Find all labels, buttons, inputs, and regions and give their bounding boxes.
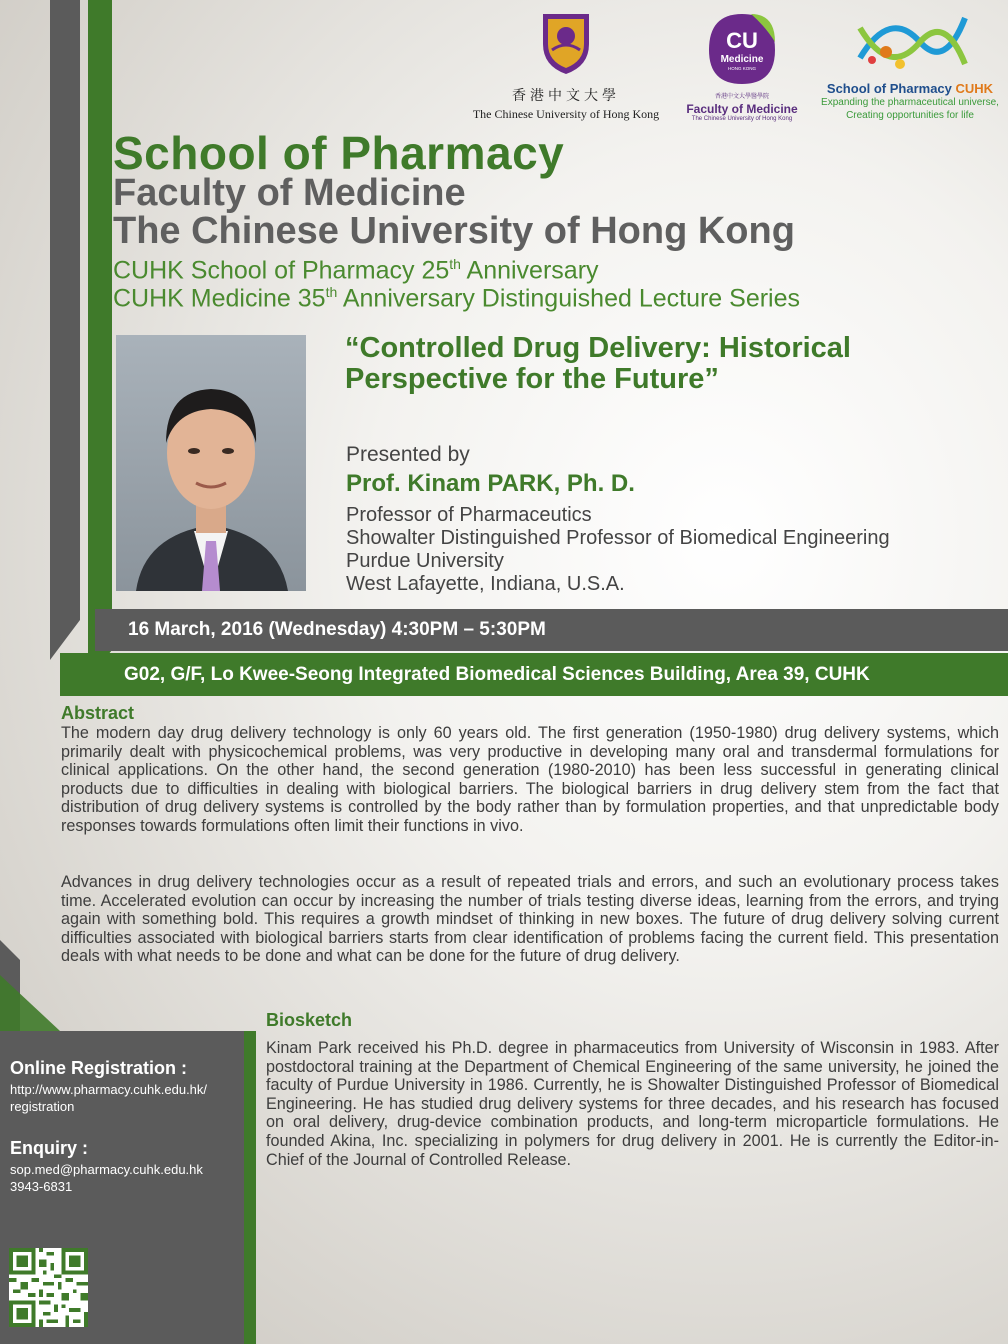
school-of-pharmacy-logo — [815, 8, 1005, 123]
date-time-bar — [95, 609, 1008, 651]
enquiry-phone: 3943-6831 — [10, 1179, 73, 1194]
talk-title: “Controlled Drug Delivery: Historical Perspective for the Future” — [345, 332, 851, 395]
abstract-paragraph: Advances in drug delivery technologies occur as a result of repeated trials and errors, and such an evolutionary process takes time. Accelerated evolution can occur by increasing the number of trials testing diverse ideas, learning from the errors, and trying again with something bold. This requires a growth mindset of thinking in new boxes. The future of drug delivery solving current difficulties associated with biological barriers starts from clear identification of problems facing the current field. This presentation deals with what needs to be done and what can be done for the future of drug delivery. — [61, 873, 999, 966]
registration-heading: Online Registration : — [10, 1058, 188, 1078]
cuhk-english-name: The Chinese University of Hong Kong — [472, 107, 660, 121]
speaker-affiliation: Showalter Distinguished Professor of Biomedical Engineering — [346, 527, 890, 549]
cu-medicine-badge-icon — [707, 12, 777, 86]
qr-code-icon[interactable] — [9, 1248, 88, 1327]
enquiry-email[interactable]: sop.med@pharmacy.cuhk.edu.hk — [10, 1162, 203, 1177]
speaker-photo — [116, 335, 306, 591]
cu-medicine-chinese-name: 香港中文大學醫學院 — [714, 94, 769, 100]
cuhk-logo — [466, 10, 666, 125]
cuhk-crest-icon — [537, 10, 595, 76]
cuhk-chinese-name: 香港中文大學 — [512, 88, 620, 104]
anniversary-line-2: CUHK Medicine 35th Anniversary Distinguished Lecture Series — [113, 284, 801, 313]
abstract-heading: Abstract — [61, 703, 135, 723]
abstract-paragraph: The modern day drug delivery technology is only 60 years old. The first generation (1950-1980) drug delivery systems, which primarily dealt with physicochemical problems, was very productive in developing many oral and transdermal formulations for clinical applications. On the other hand, the second generation (1980-2010) has been less successful in generating clinical products due to difficulties in dealing with biological barriers. The biological barriers in drug delivery stem from the fact that distribution of drug delivery systems is controlled by the body rather than by formulation properties, and that unpredictable body responses towards formulations often limit their functions in vivo. — [61, 724, 999, 835]
anniversary-line-1: CUHK School of Pharmacy 25th Anniversary — [113, 256, 599, 285]
speaker-name: Prof. Kinam PARK, Ph. D. — [346, 470, 635, 497]
svg-text:HONG KONG: HONG KONG — [727, 66, 757, 71]
enquiry-heading: Enquiry : — [10, 1138, 89, 1158]
speaker-affiliation: Purdue University — [346, 550, 504, 572]
sop-tagline-1: Expanding the pharmaceutical universe, — [821, 97, 999, 108]
date-time-text: 16 March, 2016 (Wednesday) 4:30PM – 5:30PM — [128, 619, 546, 640]
registration-link[interactable]: http://www.pharmacy.cuhk.edu.hk/ — [10, 1082, 208, 1097]
cu-medicine-english-name: The Chinese University of Hong Kong — [691, 116, 793, 122]
sop-tagline-2: Creating opportunities for life — [846, 110, 974, 121]
biosketch-paragraph: Kinam Park received his Ph.D. degree in pharmaceutics from University of Wisconsin in 1983. After postdoctoral training at the Department of Chemical Engineering of the same university, he joined the faculty of Purdue University in 1986. Currently, he is Showalter Distinguished Professor of Biomedical Engineering. He has studied drug delivery systems for three decades, and his research has focused on oral delivery, drug-device combination products, and long-term microparticle formulations. He founded Akina, Inc. specializing in polymers for drug delivery in 2001. He is currently the Editor-in-Chief of the Journal of Controlled Release. — [266, 1039, 999, 1169]
registration-link-cont[interactable]: registration — [10, 1099, 75, 1114]
presented-by-label: Presented by — [346, 443, 470, 466]
school-heading: School of Pharmacy — [113, 127, 565, 179]
sop-logo-name: School of Pharmacy CUHK — [826, 81, 994, 96]
faculty-of-medicine-label: Faculty of Medicine — [686, 102, 798, 116]
cu-medicine-logo — [682, 12, 802, 122]
venue-bar — [60, 653, 1008, 696]
biosketch-heading: Biosketch — [266, 1010, 353, 1030]
speaker-affiliation: West Lafayette, Indiana, U.S.A. — [346, 573, 625, 595]
university-heading: The Chinese University of Hong Kong — [113, 210, 795, 252]
faculty-heading: Faculty of Medicine — [113, 172, 466, 214]
dna-helix-icon — [850, 8, 970, 76]
speaker-affiliation: Professor of Pharmaceutics — [346, 504, 592, 526]
svg-text:Medicine: Medicine — [720, 54, 764, 65]
venue-text: G02, G/F, Lo Kwee-Seong Integrated Biomedical Sciences Building, Area 39, CUHK — [124, 664, 870, 685]
svg-text:CU: CU — [726, 28, 758, 53]
